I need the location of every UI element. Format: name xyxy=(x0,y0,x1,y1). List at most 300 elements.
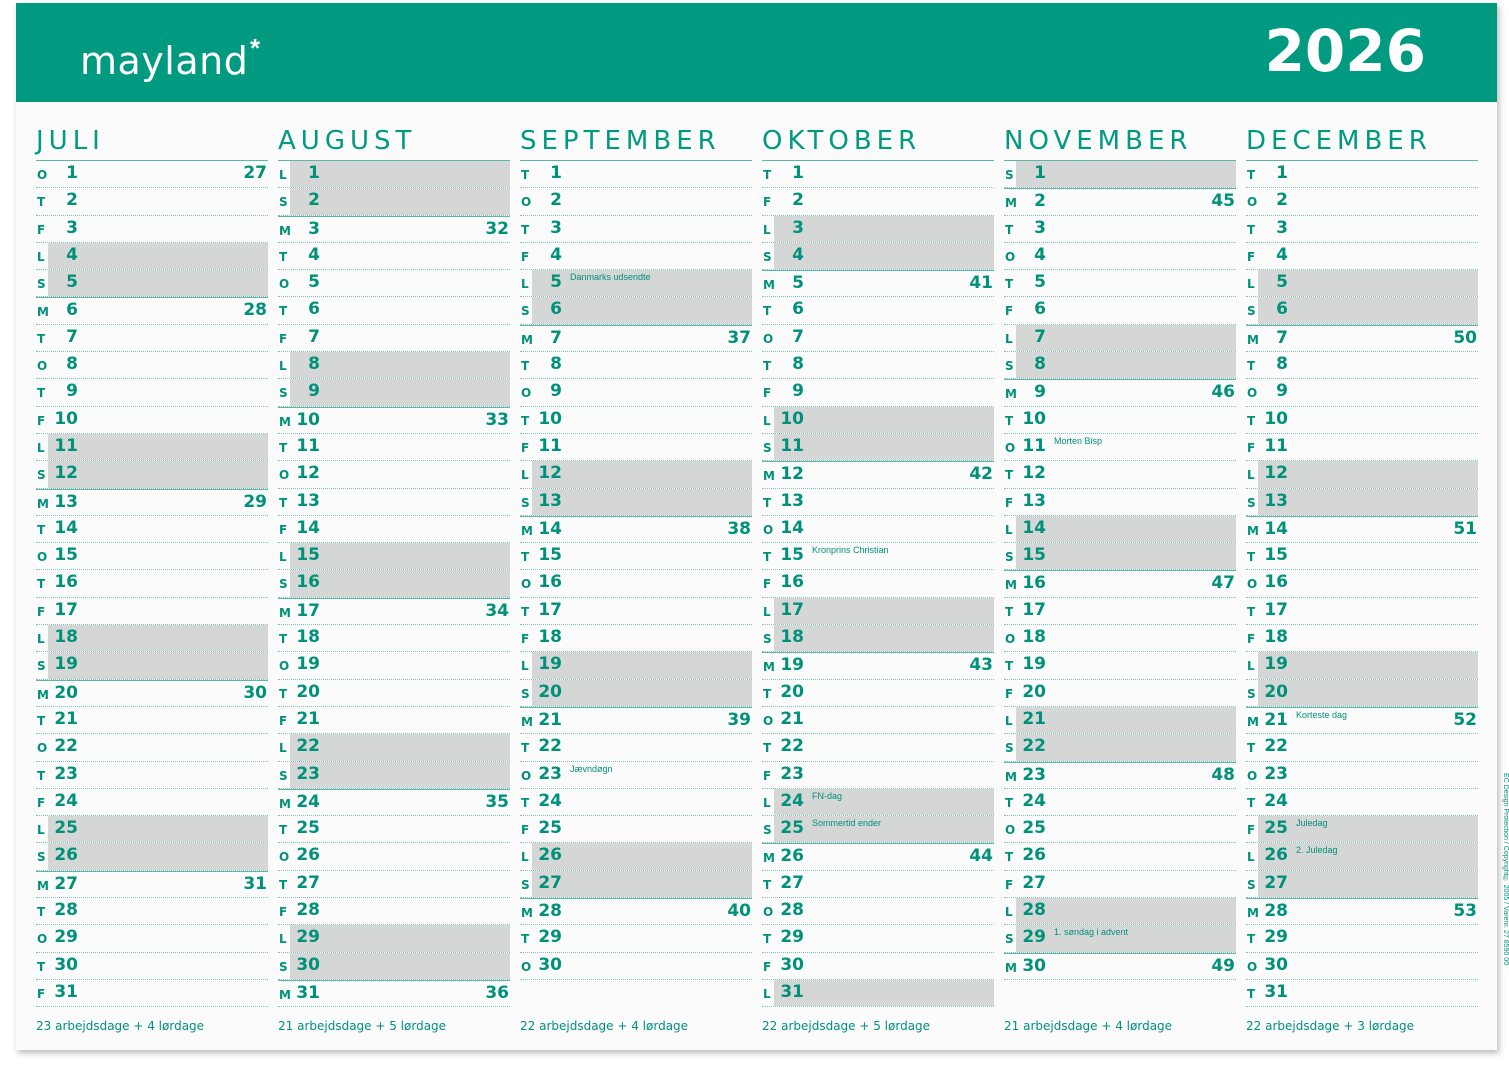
day-number: 12 xyxy=(538,463,562,484)
day-number: 20 xyxy=(296,681,320,702)
day-number: 25 xyxy=(538,818,562,839)
weekend-shading xyxy=(48,434,268,460)
day-number: 8 xyxy=(550,354,562,375)
day-row xyxy=(1004,243,1236,270)
day-row xyxy=(278,625,510,652)
day-number: 18 xyxy=(538,627,562,648)
day-number: 8 xyxy=(308,354,320,375)
weekend-shading xyxy=(1258,871,1478,897)
day-number: 27 xyxy=(538,872,562,893)
day-row xyxy=(278,680,510,707)
weekday-letter: L xyxy=(763,413,771,428)
day-number: 12 xyxy=(1264,463,1288,484)
weekend-shading xyxy=(290,570,510,596)
weekday-letter: O xyxy=(37,741,48,756)
day-row xyxy=(36,379,268,406)
day-number: 2 xyxy=(308,190,320,211)
day-number: 28 xyxy=(1022,900,1046,921)
weekday-letter: S xyxy=(763,440,772,455)
weekday-letter: L xyxy=(37,440,45,455)
weekend-shading xyxy=(1016,516,1236,542)
weekend-shading xyxy=(1258,680,1478,706)
day-number: 1 xyxy=(66,163,78,183)
weekday-letter: L xyxy=(279,359,287,374)
weekday-letter: F xyxy=(1247,440,1256,455)
weekday-letter: T xyxy=(763,168,772,182)
weekday-letter: S xyxy=(279,959,288,974)
week-number: 50 xyxy=(1453,327,1477,348)
weekday-letter: O xyxy=(37,359,48,374)
day-row xyxy=(1246,871,1478,898)
weekday-letter: S xyxy=(279,577,288,592)
weekday-letter: O xyxy=(1005,632,1016,647)
weekday-letter: T xyxy=(37,577,46,592)
day-number: 16 xyxy=(296,572,320,593)
day-row xyxy=(1004,843,1236,870)
day-number: 29 xyxy=(538,927,562,948)
day-number: 14 xyxy=(54,517,78,538)
weekday-letter: F xyxy=(763,195,772,210)
weekend-shading xyxy=(48,461,268,487)
weekday-letter: M xyxy=(1005,578,1017,593)
day-number: 16 xyxy=(538,572,562,593)
weekend-shading xyxy=(1016,352,1236,378)
weekday-letter: O xyxy=(279,277,290,292)
day-row xyxy=(1004,953,1236,980)
day-number: 14 xyxy=(780,517,804,538)
day-number: 15 xyxy=(1264,545,1288,566)
weekday-letter: T xyxy=(521,932,530,947)
day-row xyxy=(36,216,268,243)
weekday-letter: S xyxy=(521,304,530,319)
day-row xyxy=(1246,762,1478,789)
day-row xyxy=(762,843,994,870)
month-footer-workdays: 23 arbejdsdage + 4 lørdage xyxy=(36,1019,205,1033)
day-row xyxy=(36,297,268,324)
weekend-shading xyxy=(48,816,268,842)
weekday-letter: L xyxy=(279,741,287,756)
day-number: 21 xyxy=(54,708,78,729)
day-row xyxy=(520,816,752,843)
weekday-letter: T xyxy=(763,932,772,947)
day-row xyxy=(36,762,268,789)
day-row xyxy=(520,953,752,980)
weekday-letter: S xyxy=(763,249,772,264)
day-row xyxy=(762,543,994,570)
weekend-shading xyxy=(1258,461,1478,487)
day-row xyxy=(36,707,268,734)
week-number: 51 xyxy=(1453,518,1477,539)
day-number: 3 xyxy=(66,217,78,238)
day-number: 4 xyxy=(66,244,78,265)
day-row xyxy=(1004,734,1236,761)
day-note: Jævndøgn xyxy=(570,763,613,774)
weekend-shading xyxy=(1016,325,1236,351)
weekend-shading xyxy=(1258,816,1478,842)
month-title: OKTOBER xyxy=(762,123,994,161)
day-number: 28 xyxy=(296,900,320,921)
day-number: 30 xyxy=(54,954,78,975)
day-number: 18 xyxy=(780,627,804,648)
weekday-letter: T xyxy=(763,686,772,701)
weekday-letter: L xyxy=(1005,713,1013,728)
week-number: 30 xyxy=(243,682,267,703)
week-number: 32 xyxy=(485,218,509,239)
day-row xyxy=(278,216,510,243)
weekday-letter: T xyxy=(521,168,530,182)
weekday-letter: M xyxy=(763,851,775,866)
weekday-letter: O xyxy=(1247,386,1258,401)
weekend-shading xyxy=(532,297,752,323)
weekday-letter: T xyxy=(1247,359,1256,374)
day-number: 10 xyxy=(1022,408,1046,429)
day-row xyxy=(520,379,752,406)
month-footer-workdays: 22 arbejdsdage + 3 lørdage xyxy=(1246,1019,1415,1033)
weekday-letter: F xyxy=(521,823,530,838)
weekday-letter: T xyxy=(279,495,288,510)
day-number: 13 xyxy=(780,490,804,511)
weekday-letter: O xyxy=(1005,440,1016,455)
weekday-letter: F xyxy=(1247,249,1256,264)
day-number: 12 xyxy=(1022,463,1046,484)
day-note: Korteste dag xyxy=(1296,709,1348,720)
day-number: 5 xyxy=(792,273,804,294)
weekday-letter: S xyxy=(763,823,772,838)
week-number: 52 xyxy=(1453,709,1477,730)
weekday-letter: T xyxy=(279,632,288,647)
month-footer-workdays: 22 arbejdsdage + 4 lørdage xyxy=(520,1019,689,1033)
weekday-letter: T xyxy=(1247,604,1256,619)
day-number: 9 xyxy=(550,381,562,402)
weekday-letter: F xyxy=(279,522,288,537)
weekday-letter: M xyxy=(521,332,533,347)
weekday-letter: T xyxy=(521,413,530,428)
day-number: 26 xyxy=(780,846,804,867)
weekday-letter: S xyxy=(1005,359,1014,374)
day-number: 16 xyxy=(54,572,78,593)
weekday-letter: S xyxy=(1247,877,1256,892)
day-number: 29 xyxy=(780,927,804,948)
weekday-letter: M xyxy=(279,987,291,1002)
day-row xyxy=(278,570,510,597)
weekday-letter: M xyxy=(279,605,291,620)
day-note: Kronprins Christian xyxy=(812,545,889,556)
day-number: 11 xyxy=(538,435,562,456)
day-row xyxy=(762,489,994,516)
weekday-letter: F xyxy=(279,331,288,346)
weekday-letter: L xyxy=(763,604,771,619)
weekday-letter: L xyxy=(763,986,771,1001)
day-row xyxy=(1004,816,1236,843)
day-number: 13 xyxy=(1264,490,1288,511)
weekday-letter: T xyxy=(1005,795,1014,810)
weekday-letter: O xyxy=(279,468,290,483)
weekday-letter: O xyxy=(279,659,290,674)
day-number: 17 xyxy=(538,599,562,620)
weekend-shading xyxy=(290,352,510,378)
day-number: 1 xyxy=(1276,163,1288,183)
weekday-letter: O xyxy=(279,850,290,865)
day-number: 21 xyxy=(1264,709,1288,730)
weekend-shading xyxy=(774,598,994,624)
weekday-letter: T xyxy=(37,522,46,537)
day-row xyxy=(278,789,510,816)
day-number: 14 xyxy=(1264,518,1288,539)
day-row xyxy=(520,625,752,652)
day-note: Danmarks udsendte xyxy=(570,272,651,283)
weekday-letter: T xyxy=(37,768,46,783)
day-number: 11 xyxy=(1022,435,1046,456)
day-number: 28 xyxy=(54,900,78,921)
day-row xyxy=(278,707,510,734)
day-number: 9 xyxy=(308,381,320,402)
day-row xyxy=(762,461,994,488)
weekday-letter: F xyxy=(37,795,46,810)
weekday-letter: M xyxy=(521,906,533,921)
weekday-letter: O xyxy=(37,168,48,182)
day-number: 31 xyxy=(1264,981,1288,1002)
day-row xyxy=(36,898,268,925)
weekday-letter: T xyxy=(763,495,772,510)
day-row xyxy=(762,953,994,980)
day-number: 6 xyxy=(792,299,804,320)
calendar-year: 2026 xyxy=(1264,17,1426,85)
day-row xyxy=(1004,543,1236,570)
weekday-letter: M xyxy=(763,660,775,675)
day-number: 26 xyxy=(1264,845,1288,866)
day-number: 29 xyxy=(296,927,320,948)
day-row xyxy=(1246,407,1478,434)
weekday-letter: O xyxy=(521,959,532,974)
week-number: 34 xyxy=(485,600,509,621)
day-number: 29 xyxy=(54,927,78,948)
day-number: 28 xyxy=(538,901,562,922)
day-number: 19 xyxy=(1022,654,1046,675)
weekend-shading xyxy=(774,789,994,815)
day-row xyxy=(278,379,510,406)
weekday-letter: O xyxy=(763,713,774,728)
day-row xyxy=(1004,680,1236,707)
day-row xyxy=(278,407,510,434)
day-number: 23 xyxy=(54,763,78,784)
day-row xyxy=(520,871,752,898)
week-number: 45 xyxy=(1211,191,1235,212)
weekday-letter: L xyxy=(1005,522,1013,537)
day-row xyxy=(1246,461,1478,488)
weekend-shading xyxy=(774,625,994,651)
weekday-letter: S xyxy=(1005,550,1014,565)
day-number: 23 xyxy=(538,763,562,784)
day-row xyxy=(36,352,268,379)
weekday-letter: T xyxy=(1005,468,1014,483)
weekday-letter: T xyxy=(1247,741,1256,756)
weekday-letter: F xyxy=(1005,304,1014,319)
day-number: 24 xyxy=(54,790,78,811)
month-column-august xyxy=(278,123,510,1007)
day-row xyxy=(36,598,268,625)
day-number: 31 xyxy=(54,981,78,1002)
weekday-letter: S xyxy=(1005,932,1014,947)
weekend-shading xyxy=(1258,652,1478,678)
day-row xyxy=(762,516,994,543)
day-row xyxy=(520,598,752,625)
day-number: 30 xyxy=(1264,954,1288,975)
day-number: 16 xyxy=(1022,573,1046,594)
weekday-letter: O xyxy=(1005,249,1016,264)
day-number: 5 xyxy=(550,272,562,293)
month-title: NOVEMBER xyxy=(1004,123,1236,161)
day-row xyxy=(762,243,994,270)
day-number: 20 xyxy=(780,681,804,702)
weekend-shading xyxy=(1258,270,1478,296)
day-row xyxy=(520,407,752,434)
weekday-letter: M xyxy=(1247,523,1259,538)
day-row xyxy=(520,461,752,488)
day-number: 30 xyxy=(538,954,562,975)
day-number: 30 xyxy=(1022,955,1046,976)
day-row xyxy=(36,161,268,188)
weekend-shading xyxy=(532,461,752,487)
day-row xyxy=(1246,516,1478,543)
day-row xyxy=(762,434,994,461)
month-title: DECEMBER xyxy=(1246,123,1478,161)
day-row xyxy=(762,734,994,761)
month-footer-workdays: 21 arbejdsdage + 5 lørdage xyxy=(278,1019,447,1033)
day-row xyxy=(278,843,510,870)
day-row xyxy=(278,434,510,461)
weekday-letter: T xyxy=(37,959,46,974)
weekend-shading xyxy=(1016,898,1236,924)
weekday-letter: O xyxy=(521,768,532,783)
week-number: 41 xyxy=(969,273,993,294)
day-row xyxy=(36,925,268,952)
weekday-letter: F xyxy=(1005,877,1014,892)
day-row xyxy=(762,980,994,1007)
day-number: 5 xyxy=(66,272,78,293)
weekday-letter: L xyxy=(37,249,45,264)
day-number: 6 xyxy=(1034,299,1046,320)
day-number: 4 xyxy=(308,244,320,265)
day-row xyxy=(1004,352,1236,379)
weekend-shading xyxy=(774,434,994,460)
day-row xyxy=(36,953,268,980)
day-number: 19 xyxy=(538,654,562,675)
weekday-letter: S xyxy=(37,850,46,865)
weekend-shading xyxy=(290,925,510,951)
weekday-letter: S xyxy=(37,659,46,674)
weekday-letter: L xyxy=(1247,468,1255,483)
day-row xyxy=(762,925,994,952)
weekend-shading xyxy=(290,161,510,187)
weekday-letter: M xyxy=(1247,906,1259,921)
day-row xyxy=(278,270,510,297)
weekday-letter: S xyxy=(279,768,288,783)
weekday-letter: L xyxy=(279,168,287,182)
day-number: 18 xyxy=(1022,627,1046,648)
weekend-shading xyxy=(290,762,510,788)
weekend-shading xyxy=(48,652,268,678)
week-number: 27 xyxy=(243,163,267,183)
day-row xyxy=(36,570,268,597)
day-number: 26 xyxy=(1022,845,1046,866)
day-number: 17 xyxy=(296,600,320,621)
weekday-letter: F xyxy=(1005,495,1014,510)
day-number: 22 xyxy=(296,736,320,757)
day-number: 10 xyxy=(54,408,78,429)
weekday-letter: F xyxy=(279,905,288,920)
day-number: 10 xyxy=(296,409,320,430)
weekday-letter: F xyxy=(521,249,530,264)
day-number: 25 xyxy=(780,818,804,839)
day-row xyxy=(278,871,510,898)
weekend-shading xyxy=(532,489,752,515)
week-number: 43 xyxy=(969,655,993,676)
day-number: 17 xyxy=(1264,599,1288,620)
day-row xyxy=(520,352,752,379)
weekday-letter: M xyxy=(1247,714,1259,729)
day-number: 22 xyxy=(54,736,78,757)
day-number: 15 xyxy=(1022,545,1046,566)
day-number: 11 xyxy=(780,435,804,456)
weekday-letter: T xyxy=(37,905,46,920)
day-row xyxy=(1246,816,1478,843)
day-note: Juledag xyxy=(1296,818,1328,829)
day-number: 27 xyxy=(1264,872,1288,893)
week-number: 29 xyxy=(243,491,267,512)
weekday-letter: F xyxy=(521,632,530,647)
day-row xyxy=(36,734,268,761)
weekend-shading xyxy=(532,652,752,678)
weekday-letter: M xyxy=(279,223,291,238)
weekday-letter: T xyxy=(763,877,772,892)
month-title: SEPTEMBER xyxy=(520,123,752,161)
weekday-letter: T xyxy=(1005,222,1014,237)
day-number: 4 xyxy=(1276,244,1288,265)
day-row xyxy=(762,352,994,379)
weekend-shading xyxy=(290,734,510,760)
weekday-letter: M xyxy=(763,278,775,293)
day-row xyxy=(762,680,994,707)
weekday-letter: O xyxy=(763,331,774,346)
weekday-letter: T xyxy=(763,550,772,565)
day-number: 18 xyxy=(54,627,78,648)
day-number: 3 xyxy=(1034,217,1046,238)
day-number: 15 xyxy=(296,545,320,566)
weekday-letter: L xyxy=(279,932,287,947)
day-row xyxy=(1004,270,1236,297)
day-row xyxy=(762,297,994,324)
day-number: 31 xyxy=(780,981,804,1002)
weekday-letter: O xyxy=(521,195,532,210)
day-row xyxy=(36,789,268,816)
day-number: 15 xyxy=(780,545,804,566)
day-number: 27 xyxy=(296,872,320,893)
weekday-letter: O xyxy=(521,577,532,592)
day-row xyxy=(1246,570,1478,597)
day-row xyxy=(278,188,510,215)
day-row xyxy=(1004,297,1236,324)
day-row xyxy=(1246,953,1478,980)
weekend-shading xyxy=(532,680,752,706)
weekday-letter: F xyxy=(279,713,288,728)
weekday-letter: T xyxy=(1247,413,1256,428)
weekday-letter: T xyxy=(1247,986,1256,1001)
day-row xyxy=(36,461,268,488)
day-row xyxy=(1246,680,1478,707)
weekday-letter: L xyxy=(521,850,529,865)
day-row xyxy=(1004,762,1236,789)
day-row xyxy=(278,762,510,789)
